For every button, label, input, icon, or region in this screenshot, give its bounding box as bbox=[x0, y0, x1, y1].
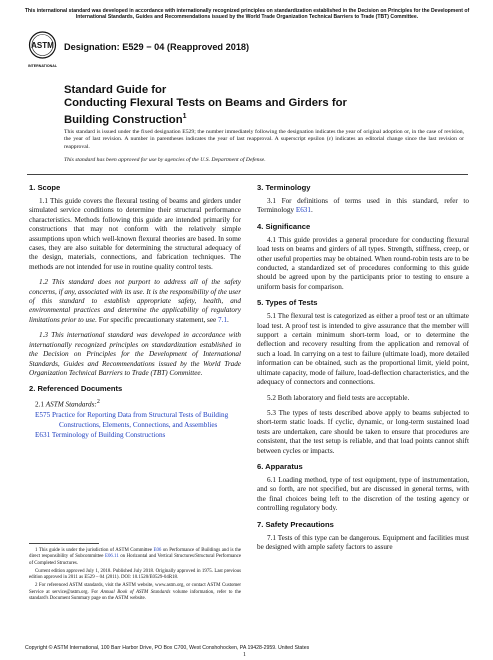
footnote-1 bbox=[29, 548, 241, 567]
fn1-text-c: on Horizontal and Vertical Structures/Structural Performance of Completed Structures. bbox=[29, 554, 241, 566]
paragraph-1-2 bbox=[29, 278, 241, 325]
standard-type: Standard Guide for bbox=[64, 84, 167, 96]
astm-standards-label: ASTM Standards: bbox=[45, 400, 97, 409]
safety-statement: 1.2 This standard does not purport to address all of the safety concerns, if any, associated with its use. It is the responsibility of the user of this standard to establish appropriate safety, health, and environmental practices and determine the applicability of regulatory limitations prior to use. bbox=[29, 278, 241, 324]
footnotes bbox=[29, 548, 241, 604]
paragraph-1-3: 1.3 This international standard was developed in accordance with internationally recognized principles on standardization established in the Decision on Principles for the Development of International Standards, Guides and Recommendations issued by the World Trade Organization Technical Barriers to Trade (TBT) Committee. bbox=[29, 331, 241, 377]
fn1-text-b: on Performance of Buildings and is the direct responsibility of Subcommittee bbox=[29, 548, 241, 560]
safety-ref-text: For specific precautionary statement, see bbox=[96, 315, 219, 324]
link-7-1[interactable]: 7.1 bbox=[218, 315, 228, 324]
paragraph-3-1 bbox=[257, 197, 469, 216]
footnote-divider bbox=[29, 543, 99, 544]
paragraph-6-1: 6.1 Loading method, type of test equipment, type of instrumentation, and so forth, are not specified, but are discussed in general terms, with the final choices being left to the discretion of the testing agency or controlling regulatory body. bbox=[257, 475, 469, 513]
header-divider bbox=[27, 174, 468, 175]
reference-e575-title[interactable]: Practice for Reporting Data from Structural Tests of Building Constructions, Elements, Connections, and Assemblies bbox=[51, 411, 229, 429]
logo-wordmark: INTERNATIONAL bbox=[28, 64, 57, 68]
paragraph-7-1: 7.1 Tests of this type can be dangerous. Equipment and facilities must be designed with ample safety factors to assure bbox=[257, 533, 469, 551]
section-heading-apparatus: 6. Apparatus bbox=[257, 461, 303, 471]
reference-e631 bbox=[35, 431, 241, 440]
fn2-text-a: 2 For referenced ASTM standards, visit the ASTM website, www.astm.org, or contact ASTM Customer Service at service@astm.org. For bbox=[29, 583, 241, 595]
reference-e575 bbox=[35, 411, 241, 430]
dod-approval-note: This standard has been approved for use by agencies of the U.S. Department of Defense. bbox=[64, 157, 266, 163]
section-heading-terminology: 3. Terminology bbox=[257, 183, 311, 192]
section-heading-referenced-documents: 2. Referenced Documents bbox=[29, 384, 123, 394]
fn1-text-a: 1 This guide is under the jurisdiction of ASTM Committee bbox=[35, 548, 154, 553]
footnote-1-edition: Current edition approved July 1, 2018. Published July 2018. Originally approved in 1975. Last previous edition approved in 2011 as E529 – 04 (2011). DOI: 10.1520/E0529-04R18. bbox=[29, 568, 241, 581]
section-heading-scope: 1. Scope bbox=[29, 183, 61, 192]
footnote-mark-2: 2 bbox=[96, 399, 100, 406]
reference-e631-title[interactable]: Terminology of Building Constructions bbox=[51, 430, 166, 439]
paragraph-5-2: 5.2 Both laboratory and field tests are acceptable. bbox=[267, 393, 410, 402]
copyright-line: Copyright © ASTM International, 100 Barr Harbor Drive, PO Box C700, West Conshohocken, PA 19428-2959. United States bbox=[25, 645, 310, 651]
fn2-text-b: volume information, refer to the standard's Document Summary page on the ASTM website. bbox=[29, 589, 241, 602]
para-2-1-number: 2.1 bbox=[35, 400, 46, 409]
title-line-1: Conducting Flexural Tests on Beams and Girders for bbox=[64, 97, 347, 109]
svg-text:ASTM: ASTM bbox=[31, 41, 54, 50]
period: . bbox=[227, 315, 229, 324]
paragraph-4-1: 4.1 This guide provides a general procedure for conducting flexural load tests on beams and girders of all types. Strength, stiffness, creep, or other useful properties may be obtained. When round-robin tests are to be conducted, a standardized set of procedures conforming to this guide should be agreed upon by the participants prior to testing to ensure a uniform basis for comparison. bbox=[257, 235, 469, 291]
footnote-2 bbox=[29, 583, 241, 602]
section-heading-significance: 4. Significance bbox=[257, 221, 311, 231]
link-committee-e06[interactable]: E06 bbox=[153, 548, 162, 553]
link-subcommittee-e06-11[interactable]: E06.11 bbox=[104, 554, 119, 560]
designation: Designation: E529 − 04 (Reapproved 2018) bbox=[64, 42, 250, 52]
right-column bbox=[257, 183, 469, 558]
astm-logo bbox=[28, 31, 57, 71]
paragraph-5-1: 5.1 The flexural test is categorized as either a proof test or an ultimate load test. A proof test is intended to give assurance that the member will support a certain minimum short-term load, or to determine the deflection and recovery resulting from the application and removal of such a load. In carrying on a test to failure (ultimate load), more detailed information can be obtained, such as the proportional limit, yield point, ultimate capacity, mode of failure, load-deflection characteristics, and the adequacy of connectors and connections. bbox=[257, 312, 469, 387]
period: . bbox=[311, 206, 313, 215]
section-heading-safety-precautions: 7. Safety Precautions bbox=[257, 519, 334, 529]
link-e631-terminology[interactable]: E631 bbox=[295, 206, 311, 215]
link-e575[interactable]: E575 bbox=[35, 411, 51, 420]
title-footnote-mark: 1 bbox=[182, 113, 187, 120]
standard-title bbox=[64, 97, 464, 127]
title-block bbox=[64, 84, 464, 127]
wto-notice: This international standard was developed in accordance with internationally recognized principles on standardization established in the Decision on Principles for the Development of International Standards, Guides and Recommendations issued by the World Trade Organization Technical Barriers to Trade (TBT) Committee. bbox=[24, 8, 470, 21]
section-heading-types-of-tests: 5. Types of Tests bbox=[257, 298, 318, 308]
page-number: 1 bbox=[243, 652, 246, 658]
astm-standards-heading bbox=[35, 398, 241, 410]
paragraph-5-3: 5.3 The types of tests described above apply to beams subjected to short-term static loads. If cyclic, dynamic, or long-term sustained load tests are undertaken, care should be taken to ensure that procedures are consistent, that the test setup is reliable, and that load points cannot shift between cycles or impacts. bbox=[257, 408, 469, 455]
fn2-annual-book: Annual Book of ASTM Standards bbox=[100, 589, 171, 595]
title-line-2: Building Construction bbox=[64, 113, 183, 126]
para-3-1-text: 3.1 For definitions of terms used in this standard, refer to Terminology bbox=[257, 197, 469, 215]
paragraph-1-1: 1.1 This guide covers the flexural testing of beams and girders under simulated service conditions to determine their structural performance characteristics. Methods following this guide are intended primarily for constructions that may not conform with the relatively simple assumptions upon which well-known flexural theories are based. In some cases, they are also suitable for determining the structural adequacy of the design, materials, connections, and fabrication techniques. The methods are not intended for use in routine quality control tests. bbox=[29, 197, 241, 271]
link-e631[interactable]: E631 bbox=[35, 430, 51, 439]
issuance-note: This standard is issued under the fixed designation E529; the number immediately following the designation indicates the year of original adoption or, in the case of revision, the year of last revision. A number in parentheses indicates the year of last reapproval. A superscript epsilon (ε) indicates an editorial change since the last revision or reapproval. bbox=[64, 129, 464, 150]
left-column bbox=[29, 183, 241, 441]
